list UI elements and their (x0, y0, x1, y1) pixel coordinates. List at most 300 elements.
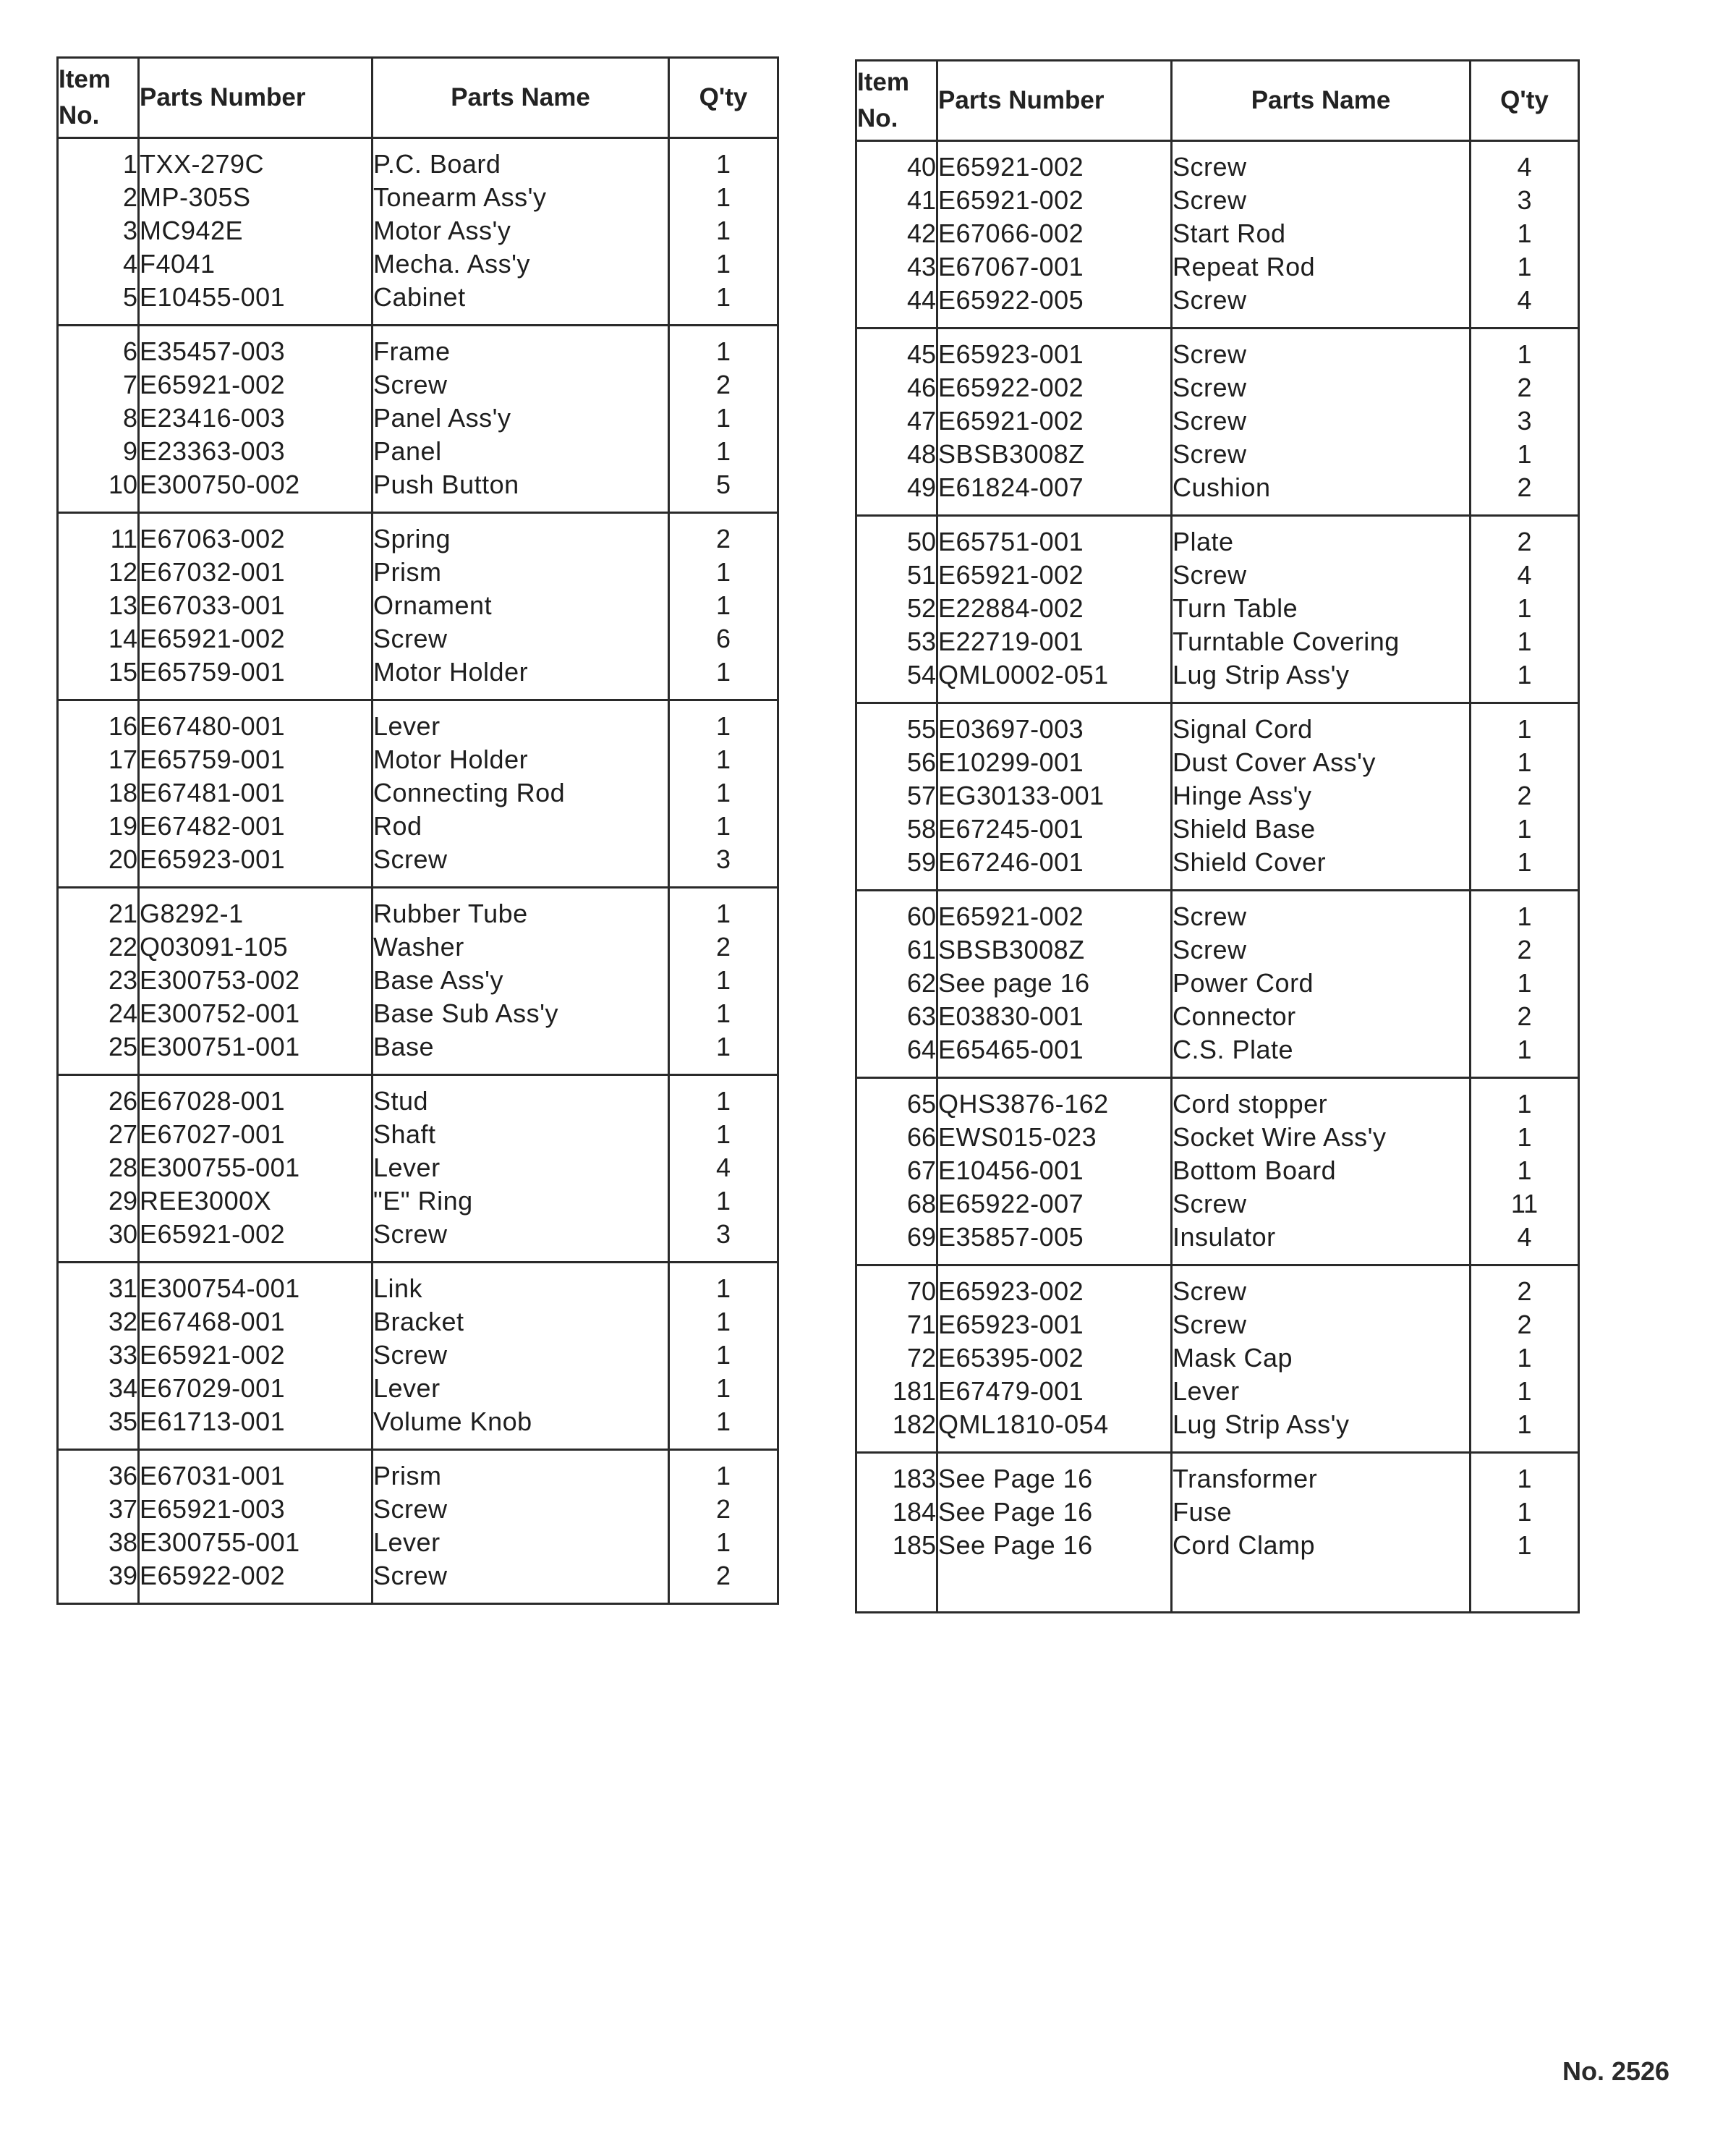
cell-parts-number: E65921-002 (139, 368, 373, 402)
cell-parts-number: E65921-002 (937, 404, 1172, 438)
header-parts-name: Parts Name (1172, 61, 1471, 141)
table-row (58, 1526, 778, 1559)
table-row (58, 1118, 778, 1151)
row-group (58, 700, 778, 888)
cell-qty: 1 (669, 1118, 778, 1151)
parts-table-left (56, 56, 779, 1605)
header-item-no: Item No. (58, 58, 139, 138)
header-qty: Q'ty (669, 58, 778, 138)
header-parts-number: Parts Number (937, 61, 1172, 141)
cell-item-no: 3 (58, 214, 139, 247)
table-row (58, 1030, 778, 1075)
table-row (856, 328, 1579, 372)
cell-parts-name: Cord stopper (1172, 1078, 1471, 1121)
table-row (856, 250, 1579, 284)
cell-parts-name: Bottom Board (1172, 1154, 1471, 1187)
cell-empty (856, 1572, 937, 1613)
cell-parts-name: Motor Ass'y (373, 214, 669, 247)
cell-parts-name: Hinge Ass'y (1172, 779, 1471, 813)
cell-item-no: 15 (58, 656, 139, 700)
cell-item-no: 18 (58, 776, 139, 810)
cell-item-no: 21 (58, 888, 139, 931)
cell-parts-name: Motor Holder (373, 656, 669, 700)
table-row (58, 776, 778, 810)
cell-qty: 1 (669, 964, 778, 997)
cell-qty: 1 (669, 247, 778, 281)
table-row (58, 1305, 778, 1339)
cell-parts-number: E67028-001 (139, 1075, 373, 1119)
cell-item-no: 64 (856, 1033, 937, 1078)
cell-qty: 1 (1471, 592, 1579, 625)
cell-qty: 2 (669, 930, 778, 964)
cell-qty: 1 (669, 326, 778, 369)
cell-item-no: 72 (856, 1341, 937, 1375)
cell-parts-name: Bracket (373, 1305, 669, 1339)
cell-qty: 4 (1471, 284, 1579, 328)
cell-item-no: 45 (856, 328, 937, 372)
cell-item-no: 185 (856, 1529, 937, 1572)
cell-qty: 1 (669, 1450, 778, 1493)
cell-item-no: 38 (58, 1526, 139, 1559)
table-row (856, 1265, 1579, 1309)
cell-parts-name: Connecting Rod (373, 776, 669, 810)
cell-item-no: 50 (856, 516, 937, 559)
cell-item-no: 70 (856, 1265, 937, 1309)
cell-parts-number: E67246-001 (937, 846, 1172, 891)
cell-qty: 1 (1471, 1078, 1579, 1121)
table-row (856, 559, 1579, 592)
table-row (856, 438, 1579, 471)
cell-parts-number: See Page 16 (937, 1453, 1172, 1496)
table-row (58, 700, 778, 744)
cell-parts-number: E67479-001 (937, 1375, 1172, 1408)
cell-parts-name: Screw (1172, 404, 1471, 438)
cell-parts-number: E65921-002 (937, 559, 1172, 592)
cell-item-no: 66 (856, 1121, 937, 1154)
cell-item-no: 51 (856, 559, 937, 592)
table-row (856, 1529, 1579, 1572)
page-number: No. 2526 (1562, 2056, 1670, 2086)
header-qty: Q'ty (1471, 61, 1579, 141)
cell-parts-name: Lug Strip Ass'y (1172, 658, 1471, 703)
cell-empty (1471, 1572, 1579, 1613)
cell-parts-number: E65395-002 (937, 1341, 1172, 1375)
cell-parts-name: Stud (373, 1075, 669, 1119)
cell-item-no: 63 (856, 1000, 937, 1033)
cell-parts-name: Lug Strip Ass'y (1172, 1408, 1471, 1453)
cell-parts-name: Fuse (1172, 1496, 1471, 1529)
cell-qty: 1 (1471, 703, 1579, 747)
cell-qty: 1 (669, 402, 778, 435)
cell-parts-number: G8292-1 (139, 888, 373, 931)
cell-parts-name: Screw (373, 622, 669, 656)
cell-item-no: 39 (58, 1559, 139, 1604)
cell-parts-number: E61713-001 (139, 1405, 373, 1450)
cell-item-no: 37 (58, 1493, 139, 1526)
cell-qty: 1 (1471, 746, 1579, 779)
cell-qty: 2 (1471, 516, 1579, 559)
cell-parts-number: E22719-001 (937, 625, 1172, 658)
cell-qty: 3 (1471, 184, 1579, 217)
table-row (856, 779, 1579, 813)
cell-parts-name: Signal Cord (1172, 703, 1471, 747)
cell-parts-name: Screw (1172, 284, 1471, 328)
row-group (58, 1075, 778, 1263)
cell-parts-name: Socket Wire Ass'y (1172, 1121, 1471, 1154)
cell-parts-number: SBSB3008Z (937, 438, 1172, 471)
cell-qty: 1 (669, 743, 778, 776)
cell-parts-name: Turntable Covering (1172, 625, 1471, 658)
cell-item-no: 69 (856, 1221, 937, 1265)
cell-item-no: 19 (58, 810, 139, 843)
cell-item-no: 32 (58, 1305, 139, 1339)
table-row (58, 1405, 778, 1450)
cell-item-no: 44 (856, 284, 937, 328)
table-row (58, 656, 778, 700)
cell-parts-name: Ornament (373, 589, 669, 622)
cell-parts-name: Base (373, 1030, 669, 1075)
cell-parts-number: E65922-002 (937, 371, 1172, 404)
cell-parts-number: E65759-001 (139, 656, 373, 700)
cell-qty: 1 (669, 810, 778, 843)
cell-qty: 1 (1471, 1496, 1579, 1529)
cell-item-no: 54 (856, 658, 937, 703)
table-row (58, 1151, 778, 1184)
cell-parts-number: E67033-001 (139, 589, 373, 622)
cell-parts-name: Prism (373, 1450, 669, 1493)
cell-item-no: 2 (58, 181, 139, 214)
cell-parts-number: E35857-005 (937, 1221, 1172, 1265)
cell-qty: 4 (1471, 559, 1579, 592)
cell-parts-name: Washer (373, 930, 669, 964)
cell-parts-name: Screw (373, 843, 669, 888)
cell-qty: 1 (669, 1526, 778, 1559)
cell-parts-number: E65921-002 (937, 891, 1172, 934)
cell-qty: 2 (1471, 779, 1579, 813)
cell-item-no: 5 (58, 281, 139, 326)
table-row (856, 284, 1579, 328)
table-row (58, 1339, 778, 1372)
table-row (856, 1187, 1579, 1221)
table-row (856, 471, 1579, 516)
cell-item-no: 22 (58, 930, 139, 964)
cell-parts-name: Screw (1172, 1265, 1471, 1309)
cell-parts-number: E65922-007 (937, 1187, 1172, 1221)
cell-parts-number: E65921-002 (937, 141, 1172, 185)
table-row (856, 141, 1579, 185)
cell-item-no: 31 (58, 1263, 139, 1306)
cell-qty: 1 (1471, 217, 1579, 250)
cell-parts-name: Lever (373, 1372, 669, 1405)
cell-parts-name: Screw (1172, 141, 1471, 185)
cell-qty: 1 (669, 1305, 778, 1339)
table-row (856, 967, 1579, 1000)
table-row (856, 1496, 1579, 1529)
cell-item-no: 182 (856, 1408, 937, 1453)
cell-parts-name: Mecha. Ass'y (373, 247, 669, 281)
cell-parts-name: Tonearm Ass'y (373, 181, 669, 214)
cell-parts-number: E65751-001 (937, 516, 1172, 559)
cell-parts-number: E65923-002 (937, 1265, 1172, 1309)
cell-parts-number: QML0002-051 (937, 658, 1172, 703)
cell-item-no: 27 (58, 1118, 139, 1151)
cell-qty: 1 (1471, 1154, 1579, 1187)
table-row (58, 326, 778, 369)
table-row (58, 181, 778, 214)
cell-item-no: 52 (856, 592, 937, 625)
cell-item-no: 53 (856, 625, 937, 658)
table-row (58, 1559, 778, 1604)
cell-parts-number: E22884-002 (937, 592, 1172, 625)
cell-item-no: 24 (58, 997, 139, 1030)
table-row (856, 1408, 1579, 1453)
cell-parts-name: Panel (373, 435, 669, 468)
cell-parts-number: SBSB3008Z (937, 933, 1172, 967)
cell-parts-number: QML1810-054 (937, 1408, 1172, 1453)
cell-item-no: 34 (58, 1372, 139, 1405)
cell-parts-number: E67482-001 (139, 810, 373, 843)
cell-item-no: 183 (856, 1453, 937, 1496)
table-row (58, 930, 778, 964)
cell-qty: 1 (669, 656, 778, 700)
cell-parts-number: E65465-001 (937, 1033, 1172, 1078)
cell-qty: 2 (1471, 471, 1579, 516)
cell-parts-number: E300755-001 (139, 1526, 373, 1559)
table-row (58, 743, 778, 776)
row-group (856, 141, 1579, 328)
cell-qty: 2 (669, 1559, 778, 1604)
cell-qty: 2 (1471, 933, 1579, 967)
table-row (856, 746, 1579, 779)
cell-parts-name: Screw (1172, 328, 1471, 372)
cell-item-no: 20 (58, 843, 139, 888)
cell-parts-number: REE3000X (139, 1184, 373, 1218)
table-row (58, 589, 778, 622)
cell-item-no: 184 (856, 1496, 937, 1529)
cell-empty (937, 1572, 1172, 1613)
cell-qty: 1 (1471, 846, 1579, 891)
cell-parts-name: Cushion (1172, 471, 1471, 516)
cell-parts-name: Turn Table (1172, 592, 1471, 625)
table-row (58, 368, 778, 402)
cell-qty: 1 (669, 1030, 778, 1075)
cell-qty: 3 (669, 843, 778, 888)
cell-parts-number: E67029-001 (139, 1372, 373, 1405)
cell-parts-name: Shaft (373, 1118, 669, 1151)
table-row (856, 592, 1579, 625)
cell-item-no: 23 (58, 964, 139, 997)
cell-parts-name: Insulator (1172, 1221, 1471, 1265)
cell-qty: 2 (1471, 1308, 1579, 1341)
row-group (58, 1263, 778, 1450)
cell-parts-name: Screw (1172, 184, 1471, 217)
cell-item-no: 28 (58, 1151, 139, 1184)
cell-parts-name: Screw (1172, 438, 1471, 471)
table-row (58, 468, 778, 513)
table-row (58, 281, 778, 326)
cell-item-no: 43 (856, 250, 937, 284)
cell-qty: 1 (1471, 1408, 1579, 1453)
cell-parts-name: Dust Cover Ass'y (1172, 746, 1471, 779)
table-row (58, 1218, 778, 1263)
cell-item-no: 61 (856, 933, 937, 967)
cell-parts-name: Push Button (373, 468, 669, 513)
cell-parts-number: E65759-001 (139, 743, 373, 776)
cell-parts-number: TXX-279C (139, 138, 373, 182)
cell-parts-number: E10456-001 (937, 1154, 1172, 1187)
cell-qty: 1 (669, 138, 778, 182)
cell-qty: 6 (669, 622, 778, 656)
cell-parts-number: F4041 (139, 247, 373, 281)
cell-item-no: 68 (856, 1187, 937, 1221)
cell-item-no: 9 (58, 435, 139, 468)
table-row (58, 888, 778, 931)
cell-parts-name: Lever (373, 700, 669, 744)
cell-parts-number: E65921-003 (139, 1493, 373, 1526)
cell-qty: 1 (669, 556, 778, 589)
cell-item-no: 8 (58, 402, 139, 435)
table-row (58, 1075, 778, 1119)
row-group (58, 326, 778, 513)
cell-qty: 4 (669, 1151, 778, 1184)
cell-parts-name: Cord Clamp (1172, 1529, 1471, 1572)
cell-qty: 1 (669, 888, 778, 931)
cell-parts-name: Spring (373, 513, 669, 556)
table-row (856, 933, 1579, 967)
table-row (856, 625, 1579, 658)
cell-qty: 1 (1471, 967, 1579, 1000)
cell-parts-number: E61824-007 (937, 471, 1172, 516)
row-group (856, 516, 1579, 703)
cell-item-no: 36 (58, 1450, 139, 1493)
cell-qty: 2 (669, 513, 778, 556)
cell-qty: 1 (1471, 328, 1579, 372)
cell-parts-name: Screw (373, 1218, 669, 1263)
cell-item-no: 181 (856, 1375, 937, 1408)
cell-parts-number: E67481-001 (139, 776, 373, 810)
cell-qty: 4 (1471, 141, 1579, 185)
cell-parts-name: Volume Knob (373, 1405, 669, 1450)
parts-table-right (855, 59, 1580, 1613)
cell-item-no: 17 (58, 743, 139, 776)
table-row (58, 247, 778, 281)
cell-parts-number: E10455-001 (139, 281, 373, 326)
row-group (856, 1453, 1579, 1613)
cell-parts-number: E03697-003 (937, 703, 1172, 747)
cell-parts-number: See Page 16 (937, 1496, 1172, 1529)
cell-parts-number: E67063-002 (139, 513, 373, 556)
table-row (856, 846, 1579, 891)
cell-parts-name: Lever (373, 1151, 669, 1184)
row-group (58, 1450, 778, 1604)
cell-qty: 1 (1471, 438, 1579, 471)
cell-item-no: 25 (58, 1030, 139, 1075)
cell-qty: 1 (669, 997, 778, 1030)
table-row (856, 1033, 1579, 1078)
cell-parts-number: E65921-002 (937, 184, 1172, 217)
cell-parts-name: Screw (1172, 891, 1471, 934)
row-group (58, 888, 778, 1075)
cell-parts-name: Panel Ass'y (373, 402, 669, 435)
cell-item-no: 29 (58, 1184, 139, 1218)
cell-parts-name: Start Rod (1172, 217, 1471, 250)
cell-qty: 1 (669, 1184, 778, 1218)
cell-parts-number: E65921-002 (139, 622, 373, 656)
cell-item-no: 62 (856, 967, 937, 1000)
row-group (856, 891, 1579, 1078)
cell-item-no: 49 (856, 471, 937, 516)
cell-item-no: 59 (856, 846, 937, 891)
cell-item-no: 30 (58, 1218, 139, 1263)
cell-parts-name: Screw (1172, 933, 1471, 967)
cell-parts-name: Base Sub Ass'y (373, 997, 669, 1030)
cell-parts-name: Shield Base (1172, 813, 1471, 846)
cell-parts-number: EWS015-023 (937, 1121, 1172, 1154)
cell-parts-number: E67032-001 (139, 556, 373, 589)
cell-parts-number: QHS3876-162 (937, 1078, 1172, 1121)
cell-parts-name: Power Cord (1172, 967, 1471, 1000)
cell-parts-number: E65922-002 (139, 1559, 373, 1604)
cell-parts-name: Frame (373, 326, 669, 369)
cell-item-no: 14 (58, 622, 139, 656)
cell-empty (1172, 1572, 1471, 1613)
cell-parts-number: E300754-001 (139, 1263, 373, 1306)
table-row (856, 1453, 1579, 1496)
cell-parts-name: Screw (373, 1493, 669, 1526)
table-row (856, 404, 1579, 438)
table-row (58, 1184, 778, 1218)
cell-parts-name: C.S. Plate (1172, 1033, 1471, 1078)
cell-parts-number: E67066-002 (937, 217, 1172, 250)
cell-parts-name: Screw (1172, 371, 1471, 404)
cell-parts-name: Connector (1172, 1000, 1471, 1033)
cell-qty: 3 (669, 1218, 778, 1263)
cell-item-no: 1 (58, 138, 139, 182)
cell-parts-name: Screw (1172, 559, 1471, 592)
row-group (856, 1265, 1579, 1453)
cell-qty: 1 (1471, 891, 1579, 934)
cell-item-no: 55 (856, 703, 937, 747)
table-row (856, 1078, 1579, 1121)
cell-parts-number: E23363-003 (139, 435, 373, 468)
row-group (856, 328, 1579, 516)
table-row (856, 1375, 1579, 1408)
cell-parts-number: E300755-001 (139, 1151, 373, 1184)
cell-item-no: 12 (58, 556, 139, 589)
cell-qty: 4 (1471, 1221, 1579, 1265)
header-item-no: Item No. (856, 61, 937, 141)
cell-qty: 2 (669, 368, 778, 402)
cell-item-no: 47 (856, 404, 937, 438)
cell-parts-name: Shield Cover (1172, 846, 1471, 891)
cell-parts-name: Rod (373, 810, 669, 843)
cell-item-no: 7 (58, 368, 139, 402)
cell-qty: 1 (1471, 1341, 1579, 1375)
cell-parts-number: E67027-001 (139, 1118, 373, 1151)
cell-qty: 1 (1471, 1033, 1579, 1078)
cell-parts-name: Prism (373, 556, 669, 589)
row-group (856, 703, 1579, 891)
table-row (58, 1450, 778, 1493)
table-row (856, 184, 1579, 217)
cell-item-no: 26 (58, 1075, 139, 1119)
cell-item-no: 48 (856, 438, 937, 471)
cell-qty: 1 (669, 214, 778, 247)
cell-qty: 1 (669, 1263, 778, 1306)
cell-parts-name: Mask Cap (1172, 1341, 1471, 1375)
table-row (856, 1308, 1579, 1341)
cell-parts-name: Lever (1172, 1375, 1471, 1408)
